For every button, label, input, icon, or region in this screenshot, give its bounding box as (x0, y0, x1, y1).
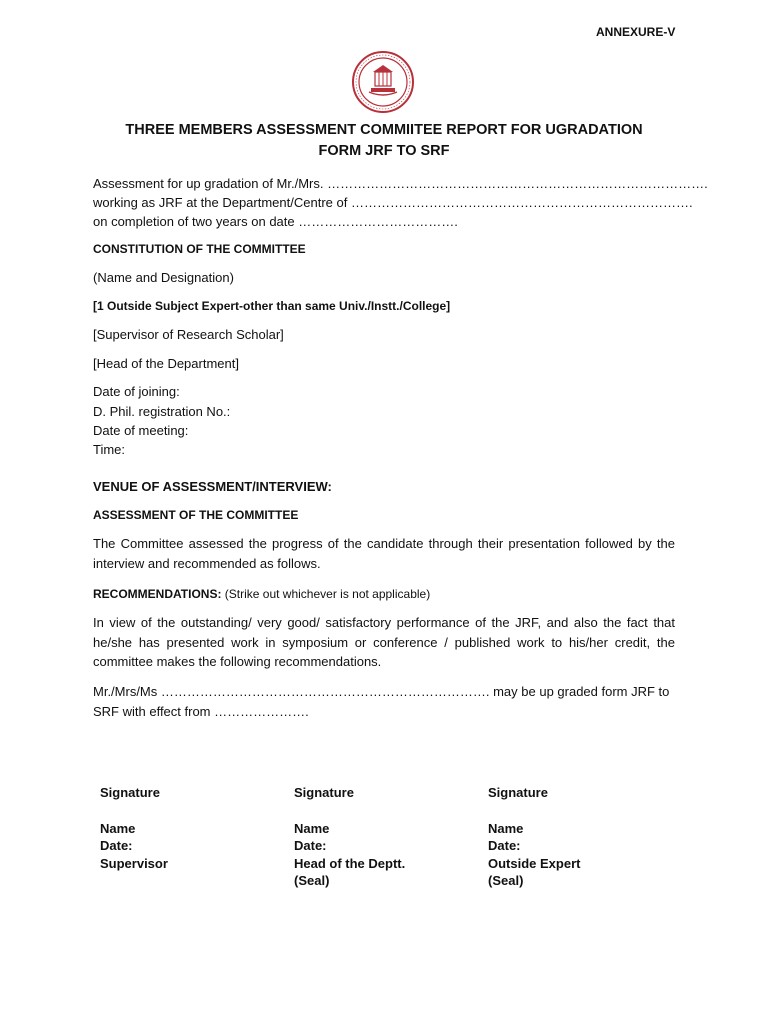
assessment-heading: ASSESSMENT OF THE COMMITTEE (93, 508, 299, 522)
document-title (100, 120, 668, 162)
title-line-1: THREE MEMBERS ASSESSMENT COMMIITEE REPORT FOR UGRADATION (125, 122, 643, 138)
signature-label: Signature (294, 785, 354, 800)
annexure-label: ANNEXURE-V (596, 25, 676, 39)
signature-block-head (294, 784, 405, 890)
signature-block-supervisor (100, 784, 168, 872)
date-label: Date: (100, 838, 133, 853)
seal-label: (Seal) (488, 873, 524, 888)
constitution-heading: CONSTITUTION OF THE COMMITTEE (93, 242, 306, 256)
role-label: Supervisor (100, 855, 168, 871)
signature-label: Signature (100, 785, 160, 800)
member-outside-expert: [1 Outside Subject Expert-other than same Univ./Instt./College] (93, 299, 451, 313)
name-designation-label: (Name and Designation) (93, 270, 234, 285)
member-head-of-department: [Head of the Department] (93, 356, 239, 371)
date-label: Date: (488, 838, 521, 853)
university-seal-icon (351, 50, 415, 114)
title-line-2: FORM JRF TO SRF (318, 143, 450, 159)
member-supervisor: [Supervisor of Research Scholar] (93, 327, 284, 342)
role-label: Head of the Deptt. (294, 855, 406, 871)
name-label: Name (294, 820, 330, 836)
signature-label: Signature (488, 785, 548, 800)
time-label: Time: (93, 442, 126, 457)
assessment-paragraph: The Committee assessed the progress of the candidate through their presentation followed by the interview and recommended as follows. (93, 536, 675, 571)
intro-line-3: on completion of two years on date ………………………………. (93, 214, 458, 229)
recommendations-label: RECOMMENDATIONS: (93, 587, 222, 601)
date-of-meeting-label: Date of meeting: (93, 423, 189, 438)
name-label: Name (100, 820, 136, 836)
registration-number-label: D. Phil. registration No.: (93, 404, 231, 419)
venue-heading: VENUE OF ASSESSMENT/INTERVIEW: (93, 479, 332, 494)
date-label: Date: (294, 838, 327, 853)
upgrade-paragraph: Mr./Mrs/Ms …………………………………………………………………. may be up graded form JRF to SRF with effect from …………………. (93, 684, 670, 719)
recommendations-note: (Strike out whichever is not applicable) (221, 587, 431, 601)
recommendation-paragraph: In view of the outstanding/ very good/ satisfactory performance of the JRF, and also the fact that he/she has presented work in symposium or conference / published work to his/her credit, the committee makes the following recommendations. (93, 615, 675, 669)
recommendations-line (93, 585, 430, 603)
role-label: Outside Expert (488, 855, 581, 871)
date-of-joining-label: Date of joining: (93, 384, 180, 399)
seal-label: (Seal) (294, 873, 330, 888)
intro-line-2: working as JRF at the Department/Centre of ……………………………………………………………………. (93, 195, 693, 210)
signature-block-expert (488, 784, 580, 890)
name-label: Name (488, 820, 524, 836)
intro-line-1: Assessment for up gradation of Mr./Mrs. ……………………………………………………………………………. (93, 176, 708, 191)
